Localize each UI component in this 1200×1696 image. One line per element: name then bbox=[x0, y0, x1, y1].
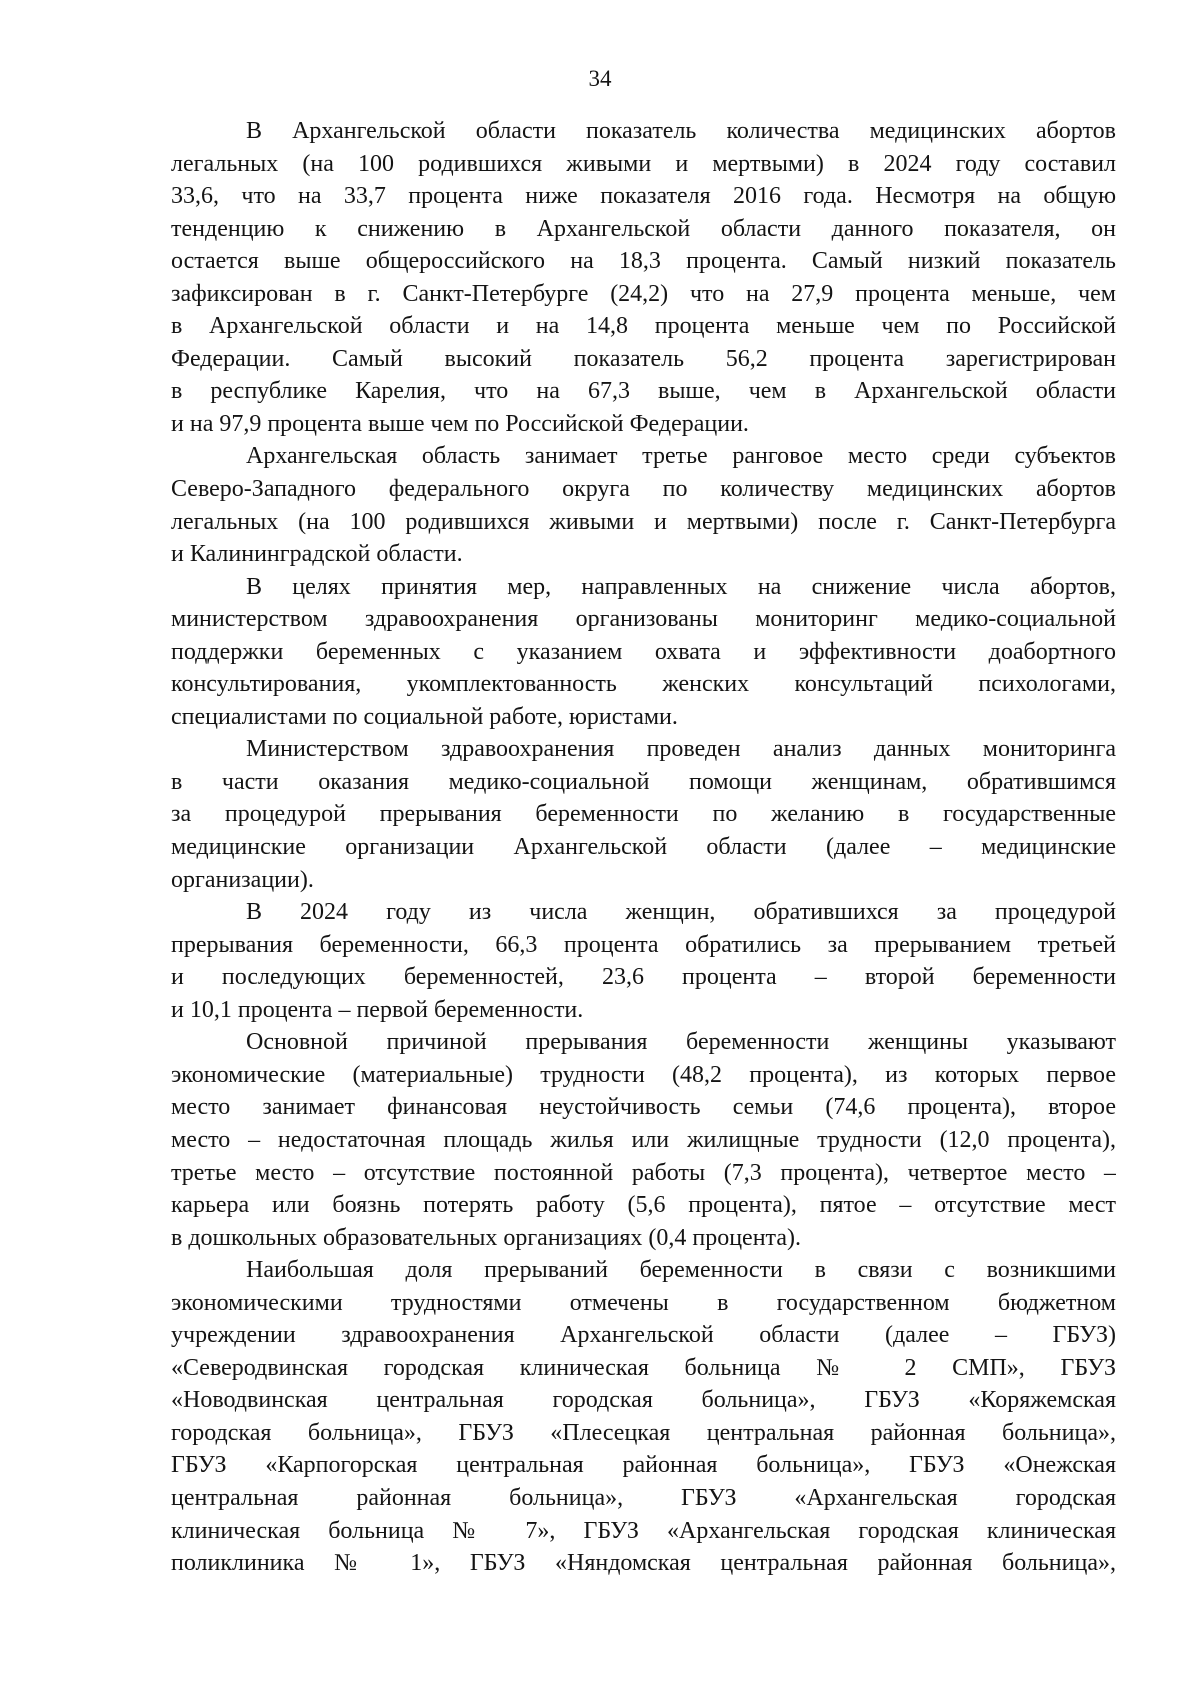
text-line: поликлиника № 1», ГБУЗ «Няндомская центральная районная больница», bbox=[171, 1550, 1116, 1577]
paragraph bbox=[171, 115, 1116, 440]
text-line: Основной причиной прерывания беременности женщины указывают bbox=[246, 1029, 1116, 1056]
text-line: городская больница», ГБУЗ «Плесецкая центральная районная больница», bbox=[171, 1419, 1116, 1446]
text-line: в республике Карелия, что на 67,3 выше, чем в Архангельской области bbox=[171, 378, 1116, 405]
text-line: клиническая больница № 7», ГБУЗ «Архангельская городская клиническая bbox=[171, 1517, 1116, 1544]
text-line: остается выше общероссийского на 18,3 процента. Самый низкий показатель bbox=[171, 248, 1116, 275]
text-line: легальных (на 100 родившихся живыми и мертвыми) в 2024 году составил bbox=[171, 150, 1116, 177]
text-line: центральная районная больница», ГБУЗ «Архангельская городская bbox=[171, 1484, 1116, 1511]
text-line: экономические (материальные) трудности (48,2 процента), из которых первое bbox=[171, 1061, 1116, 1088]
text-line: В Архангельской области показатель количества медицинских абортов bbox=[246, 118, 1116, 144]
text-line: зафиксирован в г. Санкт-Петербурге (24,2) что на 27,9 процента меньше, чем bbox=[171, 280, 1116, 307]
text-line: В 2024 году из числа женщин, обратившихся за процедурой bbox=[246, 899, 1116, 926]
text-line: экономическими трудностями отмечены в государственном бюджетном bbox=[171, 1289, 1116, 1316]
paragraph bbox=[171, 1254, 1116, 1579]
text-line: учреждении здравоохранения Архангельской области (далее – ГБУЗ) bbox=[171, 1322, 1116, 1349]
text-line: медицинские организации Архангельской области (далее – медицинские bbox=[171, 834, 1116, 861]
text-line: третье место – отсутствие постоянной работы (7,3 процента), четвертое место – bbox=[171, 1159, 1116, 1186]
text-line: специалистами по социальной работе, юристами. bbox=[171, 703, 678, 730]
text-line: организации). bbox=[171, 866, 314, 893]
text-line: и 10,1 процента – первой беременности. bbox=[171, 996, 584, 1023]
text-line: «Северодвинская городская клиническая больница № 2 СМП», ГБУЗ bbox=[171, 1354, 1116, 1381]
text-line: министерством здравоохранения организованы мониторинг медико-социальной bbox=[171, 606, 1116, 633]
text-line: «Новодвинская центральная городская больница», ГБУЗ «Коряжемская bbox=[171, 1387, 1116, 1414]
paragraph bbox=[171, 896, 1116, 1026]
text-line: ГБУЗ «Карпогорская центральная районная больница», ГБУЗ «Онежская bbox=[171, 1452, 1116, 1479]
text-line: Северо-Западного федерального округа по количеству медицинских абортов bbox=[171, 476, 1116, 503]
text-line: и Калининградской области. bbox=[171, 541, 463, 568]
document-body bbox=[171, 115, 1116, 1580]
text-line: место занимает финансовая неустойчивость семьи (74,6 процента), второе bbox=[171, 1094, 1116, 1121]
text-line: Наибольшая доля прерываний беременности в связи с возникшими bbox=[246, 1257, 1116, 1284]
text-line: место – недостаточная площадь жилья или жилищные трудности (12,0 процента), bbox=[171, 1126, 1116, 1153]
text-line: в Архангельской области и на 14,8 процента меньше чем по Российской bbox=[171, 313, 1116, 340]
page-number: 34 bbox=[588, 66, 612, 91]
text-line: прерывания беременности, 66,3 процента обратились за прерыванием третьей bbox=[171, 931, 1116, 958]
text-line: за процедурой прерывания беременности по желанию в государственные bbox=[171, 801, 1116, 828]
paragraph bbox=[171, 571, 1116, 734]
text-line: в части оказания медико-социальной помощи женщинам, обратившимся bbox=[171, 768, 1116, 795]
text-line: 33,6, что на 33,7 процента ниже показателя 2016 года. Несмотря на общую bbox=[171, 183, 1116, 210]
text-line: поддержки беременных с указанием охвата и эффективности доабортного bbox=[171, 638, 1116, 665]
text-line: и на 97,9 процента выше чем по Российской Федерации. bbox=[171, 410, 749, 437]
text-line: и последующих беременностей, 23,6 процента – второй беременности bbox=[171, 964, 1116, 991]
text-line: легальных (на 100 родившихся живыми и мертвыми) после г. Санкт-Петербурга bbox=[171, 508, 1116, 535]
paragraph bbox=[171, 1026, 1116, 1254]
text-line: в дошкольных образовательных организациях (0,4 процента). bbox=[171, 1224, 801, 1251]
text-line: Министерством здравоохранения проведен анализ данных мониторинга bbox=[246, 736, 1116, 763]
text-line: карьера или боязнь потерять работу (5,6 процента), пятое – отсутствие мест bbox=[171, 1192, 1116, 1219]
text-line: консультирования, укомплектованность женских консультаций психологами, bbox=[171, 671, 1116, 698]
paragraph bbox=[171, 733, 1116, 896]
text-line: тенденцию к снижению в Архангельской области данного показателя, он bbox=[171, 215, 1116, 242]
text-line: Архангельская область занимает третье ранговое место среди субъектов bbox=[246, 443, 1116, 470]
text-line: В целях принятия мер, направленных на снижение числа абортов, bbox=[246, 573, 1116, 600]
paragraph bbox=[171, 440, 1116, 570]
text-line: Федерации. Самый высокий показатель 56,2 процента зарегистрирован bbox=[171, 345, 1116, 372]
